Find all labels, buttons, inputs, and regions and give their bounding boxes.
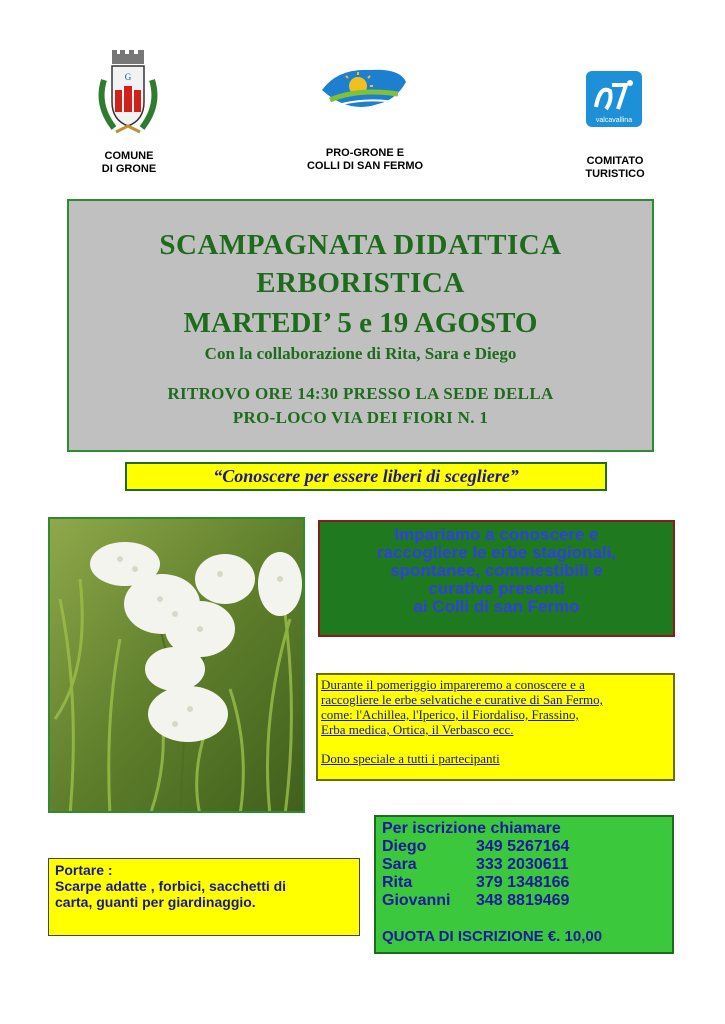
- contact-box: [374, 815, 674, 954]
- fee-label: QUOTA DI ISCRIZIONE: [382, 928, 544, 945]
- comitato-caption: [565, 155, 665, 181]
- contact-heading: Per iscrizione chiamare: [382, 820, 561, 837]
- intro-line5: ai Colli di san Fermo: [413, 597, 580, 616]
- valcavallina-logo-text: valcavallina: [595, 117, 633, 124]
- contact-name: Sara: [382, 856, 417, 873]
- comune-caption-line2: DI GRONE: [101, 163, 157, 175]
- pro-grone-caption: [285, 147, 445, 173]
- bring-box: [48, 858, 360, 936]
- contact-row: [382, 856, 666, 874]
- contact-name: Rita: [382, 874, 413, 891]
- info-box: [316, 673, 675, 781]
- intro-line4: curative presenti: [428, 579, 565, 598]
- title-meeting-line2: PRO-LOCO VIA DEI FIORI N. 1: [232, 408, 489, 427]
- title-date: MARTEDI’ 5 e 19 AGOSTO: [183, 307, 538, 339]
- valcavallina-logo: [586, 71, 642, 127]
- bring-heading: Portare :: [55, 862, 113, 878]
- achillea-photo: [48, 517, 305, 813]
- intro-line2: raccogliere le erbe stagionali,: [376, 543, 617, 562]
- comune-caption: [70, 150, 188, 176]
- title-meeting-line1: RITROVO ORE 14:30 PRESSO LA SEDE DELLA: [167, 384, 554, 403]
- title-line2: ERBORISTICA: [256, 267, 465, 299]
- info-line2: raccogliere le erbe selvatiche e curative di San Fermo,: [321, 692, 603, 707]
- info-line3: come: l'Achillea, l'Iperico, il Fiordaliso, Frassino,: [321, 707, 579, 722]
- intro-box: [318, 520, 675, 637]
- intro-line1: Impariamo a conoscere e: [394, 525, 599, 544]
- comitato-caption-line1: COMITATO: [586, 155, 644, 167]
- comitato-caption-line2: TURISTICO: [585, 168, 645, 180]
- slogan-banner: “Conoscere per essere liberi di scegliere”: [125, 462, 607, 491]
- title-collaboration: Con la collaborazione di Rita, Sara e Diego: [204, 344, 517, 363]
- bring-line2: carta, guanti per giardinaggio.: [55, 894, 256, 910]
- svg-text:G: G: [124, 72, 132, 82]
- info-gift: Dono speciale a tutti i partecipanti: [321, 751, 500, 766]
- intro-line3: spontanee, commestibili e: [390, 561, 603, 580]
- title-box: [67, 199, 654, 452]
- contact-row: [382, 838, 666, 856]
- pro-grone-logo-icon: [318, 60, 410, 116]
- contact-phone: 333 2030611: [476, 856, 569, 873]
- pro-grone-caption-line2: COLLI DI SAN FERMO: [306, 160, 424, 172]
- info-line1: Durante il pomeriggio impareremo a conoscere e a: [321, 677, 585, 692]
- contact-phone: 379 1348166: [476, 874, 570, 891]
- pro-grone-logo: [318, 60, 410, 116]
- bring-line1: Scarpe adatte , forbici, sacchetti di: [55, 878, 287, 894]
- fee-value: €. 10,00: [547, 928, 603, 945]
- contact-name: Diego: [382, 838, 427, 855]
- title-line1: SCAMPAGNATA DIDATTICA: [159, 229, 562, 261]
- achillea-flower-photo-icon: [50, 519, 305, 813]
- contact-phone: 349 5267164: [476, 838, 570, 855]
- contact-row: [382, 874, 666, 892]
- info-line4: Erba medica, Ortica, il Verbasco ecc.: [321, 722, 514, 737]
- comune-logo: [92, 50, 164, 140]
- fee-line: [382, 928, 666, 946]
- contact-phone: 348 8819469: [476, 892, 570, 909]
- comune-caption-line1: COMUNE: [104, 150, 154, 162]
- contact-name: Giovanni: [382, 892, 451, 909]
- contact-row: [382, 892, 666, 910]
- pro-grone-caption-line1: PRO-GRONE E: [325, 147, 405, 159]
- coat-of-arms-icon: [92, 50, 164, 140]
